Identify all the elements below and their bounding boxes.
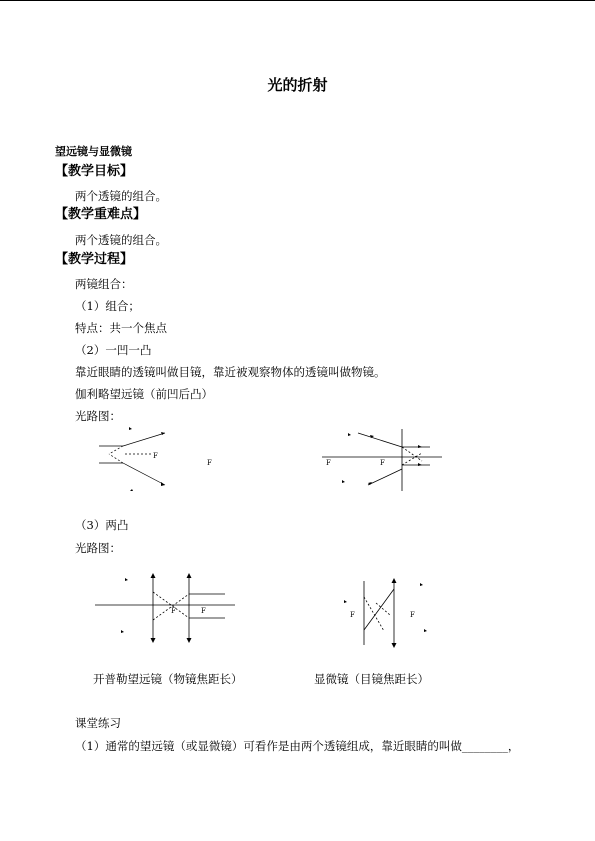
process-heading: 【教学过程】 <box>55 252 134 267</box>
focus-label: F <box>153 452 158 460</box>
process-line-1: 两镜组合： <box>75 277 133 291</box>
process-line-3: 特点：共一个焦点 <box>75 321 167 335</box>
keypoints-heading: 【教学重难点】 <box>55 207 147 222</box>
top-rule <box>0 0 595 1</box>
process-line-4: （2）一凹一凸 <box>75 343 152 357</box>
microscope-diagram <box>340 575 440 650</box>
focus-label: F <box>410 611 415 619</box>
lesson-subtitle: 望远镜与显微镜 <box>55 145 132 158</box>
process-line-6: 伽利略望远镜（前凹后凸） <box>75 387 213 401</box>
objective-heading: 【教学目标】 <box>55 164 134 179</box>
galilean-diagram-left <box>95 425 225 495</box>
focus-label: F <box>350 611 355 619</box>
kepler-diagram <box>95 570 240 645</box>
keypoints-text: 两个透镜的组合。 <box>75 233 167 247</box>
process-line-5: 靠近眼睛的透镜叫做目镜，靠近被观察物体的透镜叫做物镜。 <box>75 365 386 379</box>
caption-microscope: 显微镜（目镜焦距长） <box>314 672 429 686</box>
process-line-9: 光路图： <box>75 541 121 555</box>
exercise-heading: 课堂练习 <box>75 716 121 730</box>
exercise-question-1: （1）通常的望远镜（或显微镜）可看作是由两个透镜组成，靠近眼睛的叫做________， <box>75 739 520 753</box>
focus-label: F <box>326 459 331 467</box>
process-line-8: （3）两凸 <box>75 518 129 532</box>
page-title: 光的折射 <box>267 76 328 94</box>
objective-text: 两个透镜的组合。 <box>75 189 167 203</box>
process-line-7: 光路图： <box>75 409 121 423</box>
caption-kepler: 开普勒望远镜（物镜焦距长） <box>93 672 243 686</box>
process-line-2: （1）组合； <box>75 299 140 313</box>
focus-label: F <box>207 459 212 467</box>
galilean-diagram-right <box>318 425 448 495</box>
focus-label: F <box>380 459 385 467</box>
focus-label: F <box>171 607 176 615</box>
focus-label: F <box>201 607 206 615</box>
